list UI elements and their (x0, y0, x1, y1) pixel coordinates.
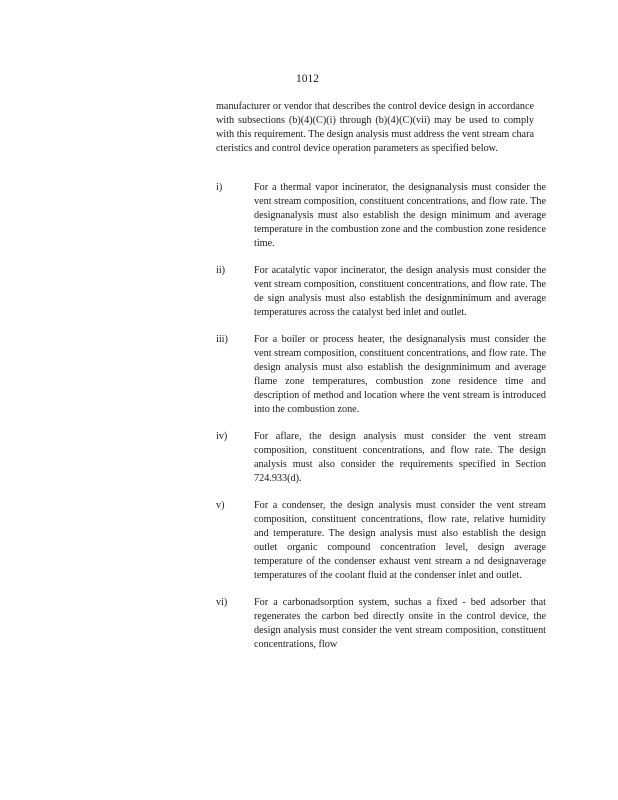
item-text: For aflare, the design analysis must consider the vent stream composition, constituent concentrations, and flow rate. The design analysis must also consider the requirements specified in Section 724.933(d). (254, 431, 546, 484)
intro-paragraph: manufacturer or vendor that describes the control device design in accordance with subsections (b)(4)(C)(i) through (b)(4)(C)(vii) may be used to comply with this requirement. The design analysis must address the vent stream chara cteristics and control device operation parameters as specified below. (216, 101, 534, 154)
list-item-i (216, 181, 546, 251)
design-analysis-list (216, 181, 546, 665)
item-text: For a condenser, the design analysis must consider the vent stream composition, constituent concentrations, flow rate, relative humidity and temperature. The design analysis must also establish the design outlet organic compound concentration level, design average temperature of the condenser exhaust vent stream a nd designaverage temperatures of the coolant fluid at the condenser inlet and outlet. (254, 500, 546, 581)
item-numeral: vi) (216, 597, 228, 608)
page-number: 1012 (296, 73, 319, 85)
item-numeral: iii) (216, 334, 228, 345)
item-text: For acatalytic vapor incinerator, the design analysis must consider the vent stream composition, constituent concentrations, and flow rate. The de sign analysis must also establish the designminimum and average temperatures across the catalyst bed inlet and outlet. (254, 265, 546, 318)
list-item-ii (216, 264, 546, 320)
list-item-iii (216, 333, 546, 417)
item-numeral: i) (216, 182, 223, 193)
list-item-vi (216, 596, 546, 652)
item-text: For a carbonadsorption system, suchas a fixed - bed adsorber that regenerates the carbon bed directly onsite in the control device, the design analysis must consider the vent stream composition, constituent concentrations, flow (254, 597, 546, 650)
list-item-iv (216, 430, 546, 486)
item-numeral: v) (216, 500, 225, 511)
item-numeral: ii) (216, 265, 226, 276)
item-numeral: iv) (216, 431, 228, 442)
item-text: For a thermal vapor incinerator, the designanalysis must consider the vent stream composition, constituent concentrations, and flow rate. The designanalysis must also establish the design minimum and average temperature in the combustion zone and the combustion zone residence time. (254, 182, 546, 249)
list-item-v (216, 499, 546, 583)
item-text: For a boiler or process heater, the designanalysis must consider the vent stream composition, constituent concentrations, and flow rate. The design analysis must also establish the designminimum and average flame zone temperatures, combustion zone residence time and description of method and location where the vent stream is introduced into the combustion zone. (254, 334, 546, 415)
